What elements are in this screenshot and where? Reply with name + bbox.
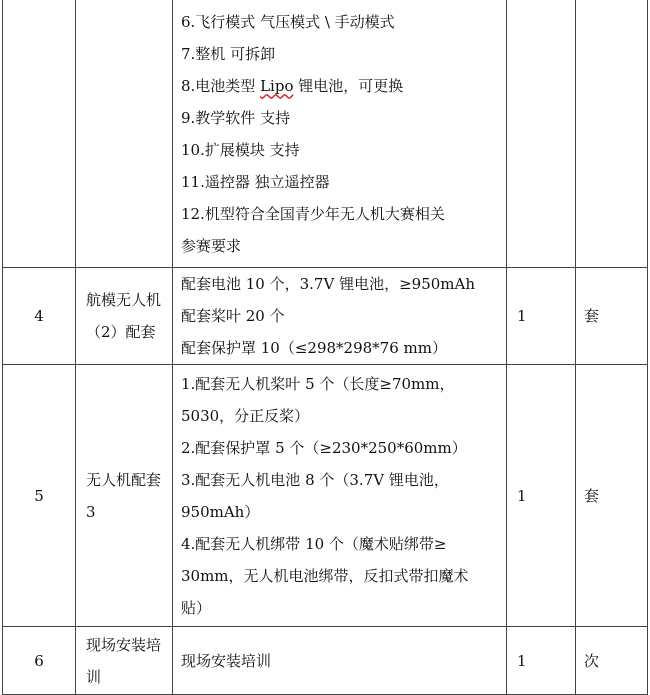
param-line: 现场安装培训 xyxy=(181,651,272,670)
param-line: 2.配套保护罩 5 个（≥230*250*60mm） xyxy=(181,438,467,457)
param-line: 950mAh） xyxy=(181,502,260,521)
param-line: 9.教学软件 支持 xyxy=(181,108,291,127)
item-parameters xyxy=(173,365,507,627)
table-row xyxy=(3,268,648,365)
item-parameters xyxy=(173,268,507,365)
param-line: 参赛要求 xyxy=(181,236,242,255)
item-quantity: 1 xyxy=(507,268,576,365)
item-parameters xyxy=(173,627,507,695)
param-line: 8.电池类型 Lipo 锂电池，可更换 xyxy=(181,76,404,95)
param-line: 配套桨叶 20 个 xyxy=(181,307,285,325)
item-name: 无人机配套 3 xyxy=(76,365,173,627)
item-name: 航模无人机（2）配套 xyxy=(76,268,173,365)
param-line: 1.配套无人机桨叶 5 个（长度≥70mm， xyxy=(181,374,455,393)
param-line: 3.配套无人机电池 8 个（3.7V 锂电池， xyxy=(181,470,449,489)
item-name xyxy=(76,0,173,268)
param-line: 7.整机 可拆卸 xyxy=(181,44,276,63)
row-number: 4 xyxy=(3,268,76,365)
param-line: 贴） xyxy=(181,598,212,617)
item-quantity: 1 xyxy=(507,627,576,695)
param-line: 6.飞行模式 气压模式 \ 手动模式 xyxy=(181,12,395,31)
row-number: 5 xyxy=(3,365,76,627)
param-line: 30mm，无人机电池绑带，反扣式带扣魔术 xyxy=(181,566,469,585)
item-parameters xyxy=(173,0,507,268)
table-row xyxy=(3,365,648,627)
param-line: 11.遥控器 独立遥控器 xyxy=(181,172,330,191)
param-line: 配套电池 10 个，3.7V 锂电池，≥950mAh xyxy=(181,275,475,293)
table-row xyxy=(3,627,648,695)
param-line: 5030，分正反桨） xyxy=(181,406,310,425)
param-line: 10.扩展模块 支持 xyxy=(181,140,300,159)
table-row xyxy=(3,0,648,268)
param-line: 配套保护罩 10（≤298*298*76 mm） xyxy=(181,339,447,357)
item-name: 现场安装培训 xyxy=(76,627,173,695)
item-unit xyxy=(576,0,648,268)
param-line: 12.机型符合全国青少年无人机大赛相关 xyxy=(181,204,445,223)
row-number: 6 xyxy=(3,627,76,695)
item-unit: 套 xyxy=(576,268,648,365)
item-unit: 套 xyxy=(576,365,648,627)
item-quantity xyxy=(507,0,576,268)
spellcheck-underline: Lipo xyxy=(260,76,294,95)
row-number xyxy=(3,0,76,268)
param-line: 4.配套无人机绑带 10 个（魔术贴绑带≥ xyxy=(181,534,447,553)
item-quantity: 1 xyxy=(507,365,576,627)
equipment-spec-table xyxy=(2,0,648,695)
item-unit: 次 xyxy=(576,627,648,695)
